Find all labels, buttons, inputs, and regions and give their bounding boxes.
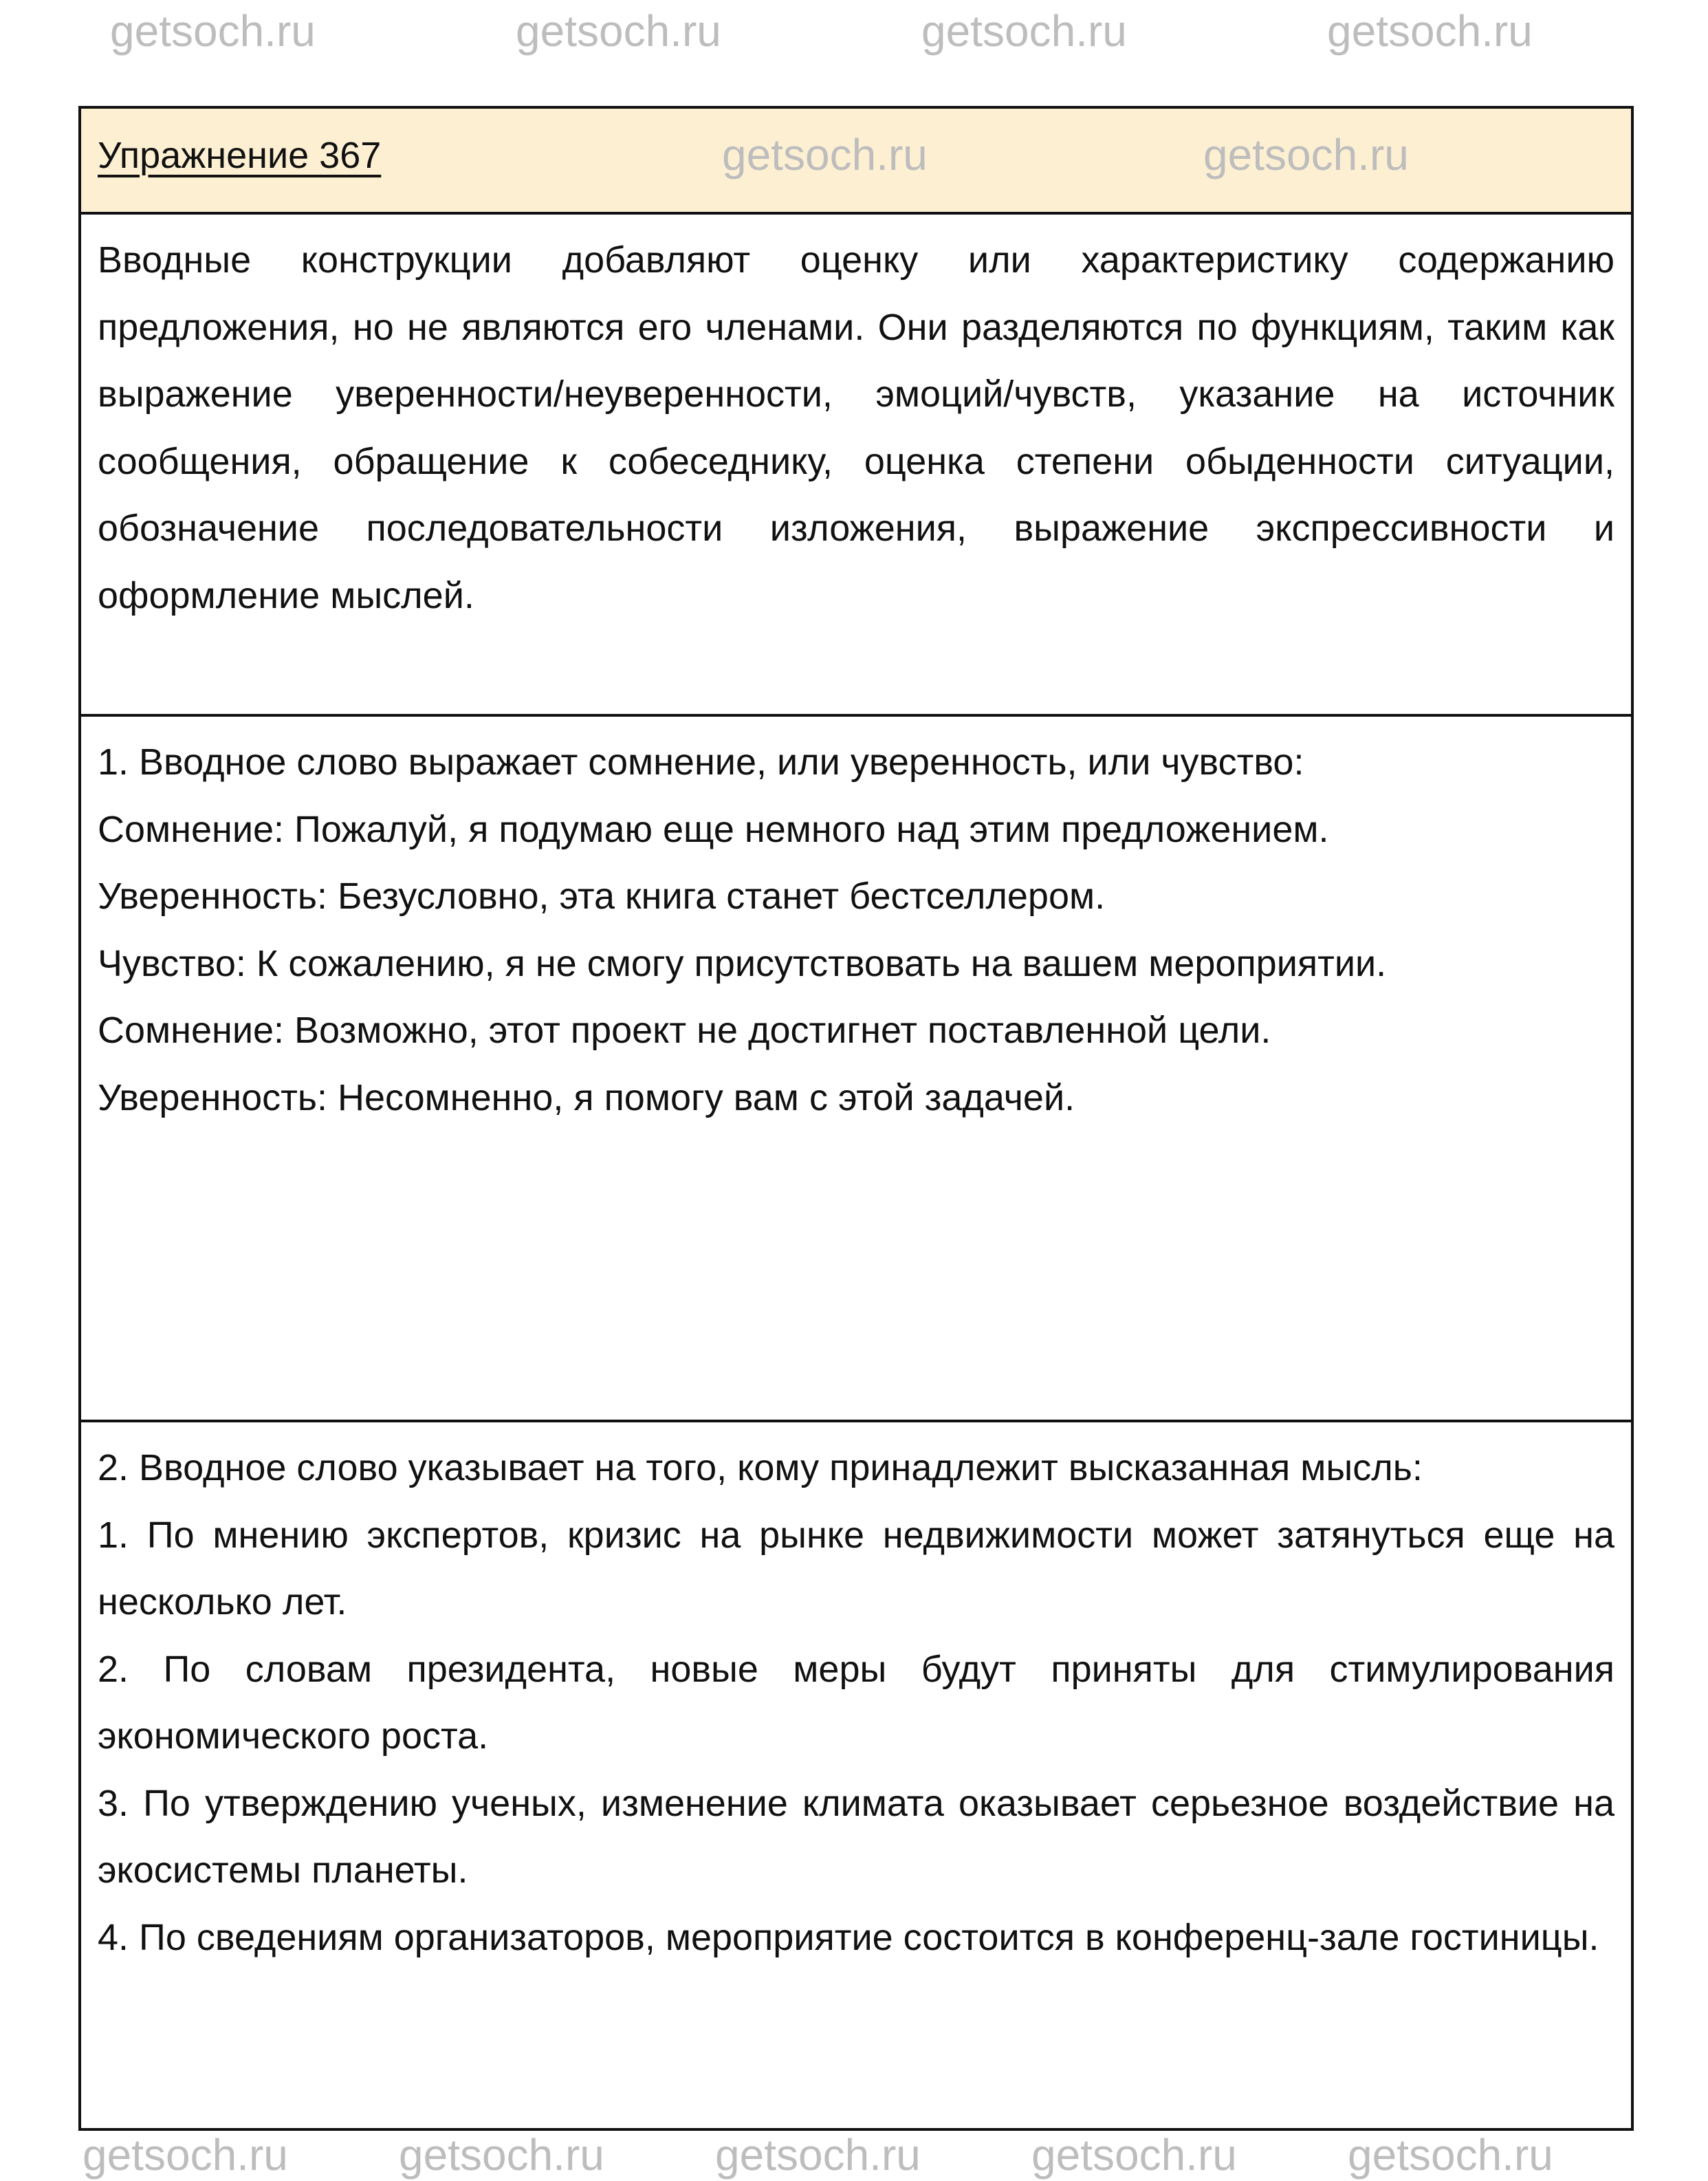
example-line: Чувство: К сожалению, я не смогу присутствовать на вашем мероприятии. — [98, 942, 1387, 984]
watermark: getsoch.ru — [1203, 130, 1409, 180]
example-line: Сомнение: Возможно, этот проект не достигнет поставленной цели. — [98, 1010, 1271, 1051]
intro-text: Вводные конструкции добавляют оценку или характеристику содержанию предложения, но не являются его членами. Они разделяются по функциям, таким как выражение уверенности/неуверенности, эмоций/чувств, указание на источник сообщения, обращение к собеседнику, оценка степени обыденности ситуации, обозначение последовательности изложения, выражение экспрессивности и оформление мыслей. — [98, 239, 1614, 616]
example-line: Уверенность: Несомненно, я помогу вам с этой задачей. — [98, 1076, 1075, 1118]
watermark: getsoch.ru — [722, 130, 928, 180]
example-line: 4. По сведениям организаторов, мероприятие состоится в конференц-зале гостиницы. — [98, 1916, 1599, 1958]
example-line: 3. По утверждению ученых, изменение климата оказывает серьезное воздействие на экосистемы планеты. — [98, 1782, 1614, 1891]
exercise-title: Упражнение 367 — [98, 135, 382, 176]
watermark: getsoch.ru — [921, 6, 1127, 56]
watermark: getsoch.ru — [715, 2130, 921, 2180]
section-heading: 2. Вводное слово указывает на того, кому принадлежит высказанная мысль: — [98, 1447, 1423, 1488]
example-line: Сомнение: Пожалуй, я подумаю еще немного над этим предложением. — [98, 808, 1329, 850]
example-line: 1. По мнению экспертов, кризис на рынке недвижимости может затянуться еще на несколько лет. — [98, 1514, 1614, 1623]
watermark: getsoch.ru — [1348, 2130, 1553, 2180]
section-1 — [81, 714, 1631, 1420]
section-2 — [81, 1420, 1631, 2128]
watermark: getsoch.ru — [399, 2130, 604, 2180]
watermark: getsoch.ru — [83, 2130, 288, 2180]
exercise-table — [78, 106, 1634, 2131]
section-heading: 1. Вводное слово выражает сомнение, или уверенность, или чувство: — [98, 741, 1304, 783]
exercise-header — [81, 109, 1631, 212]
intro-section — [81, 212, 1631, 714]
example-line: 2. По словам президента, новые меры будут приняты для стимулирования экономического роста. — [98, 1648, 1614, 1757]
watermark: getsoch.ru — [516, 6, 721, 56]
example-line: Уверенность: Безусловно, эта книга станет бестселлером. — [98, 876, 1106, 917]
watermark: getsoch.ru — [1031, 2130, 1237, 2180]
watermark: getsoch.ru — [110, 6, 316, 56]
watermark: getsoch.ru — [1327, 6, 1533, 56]
